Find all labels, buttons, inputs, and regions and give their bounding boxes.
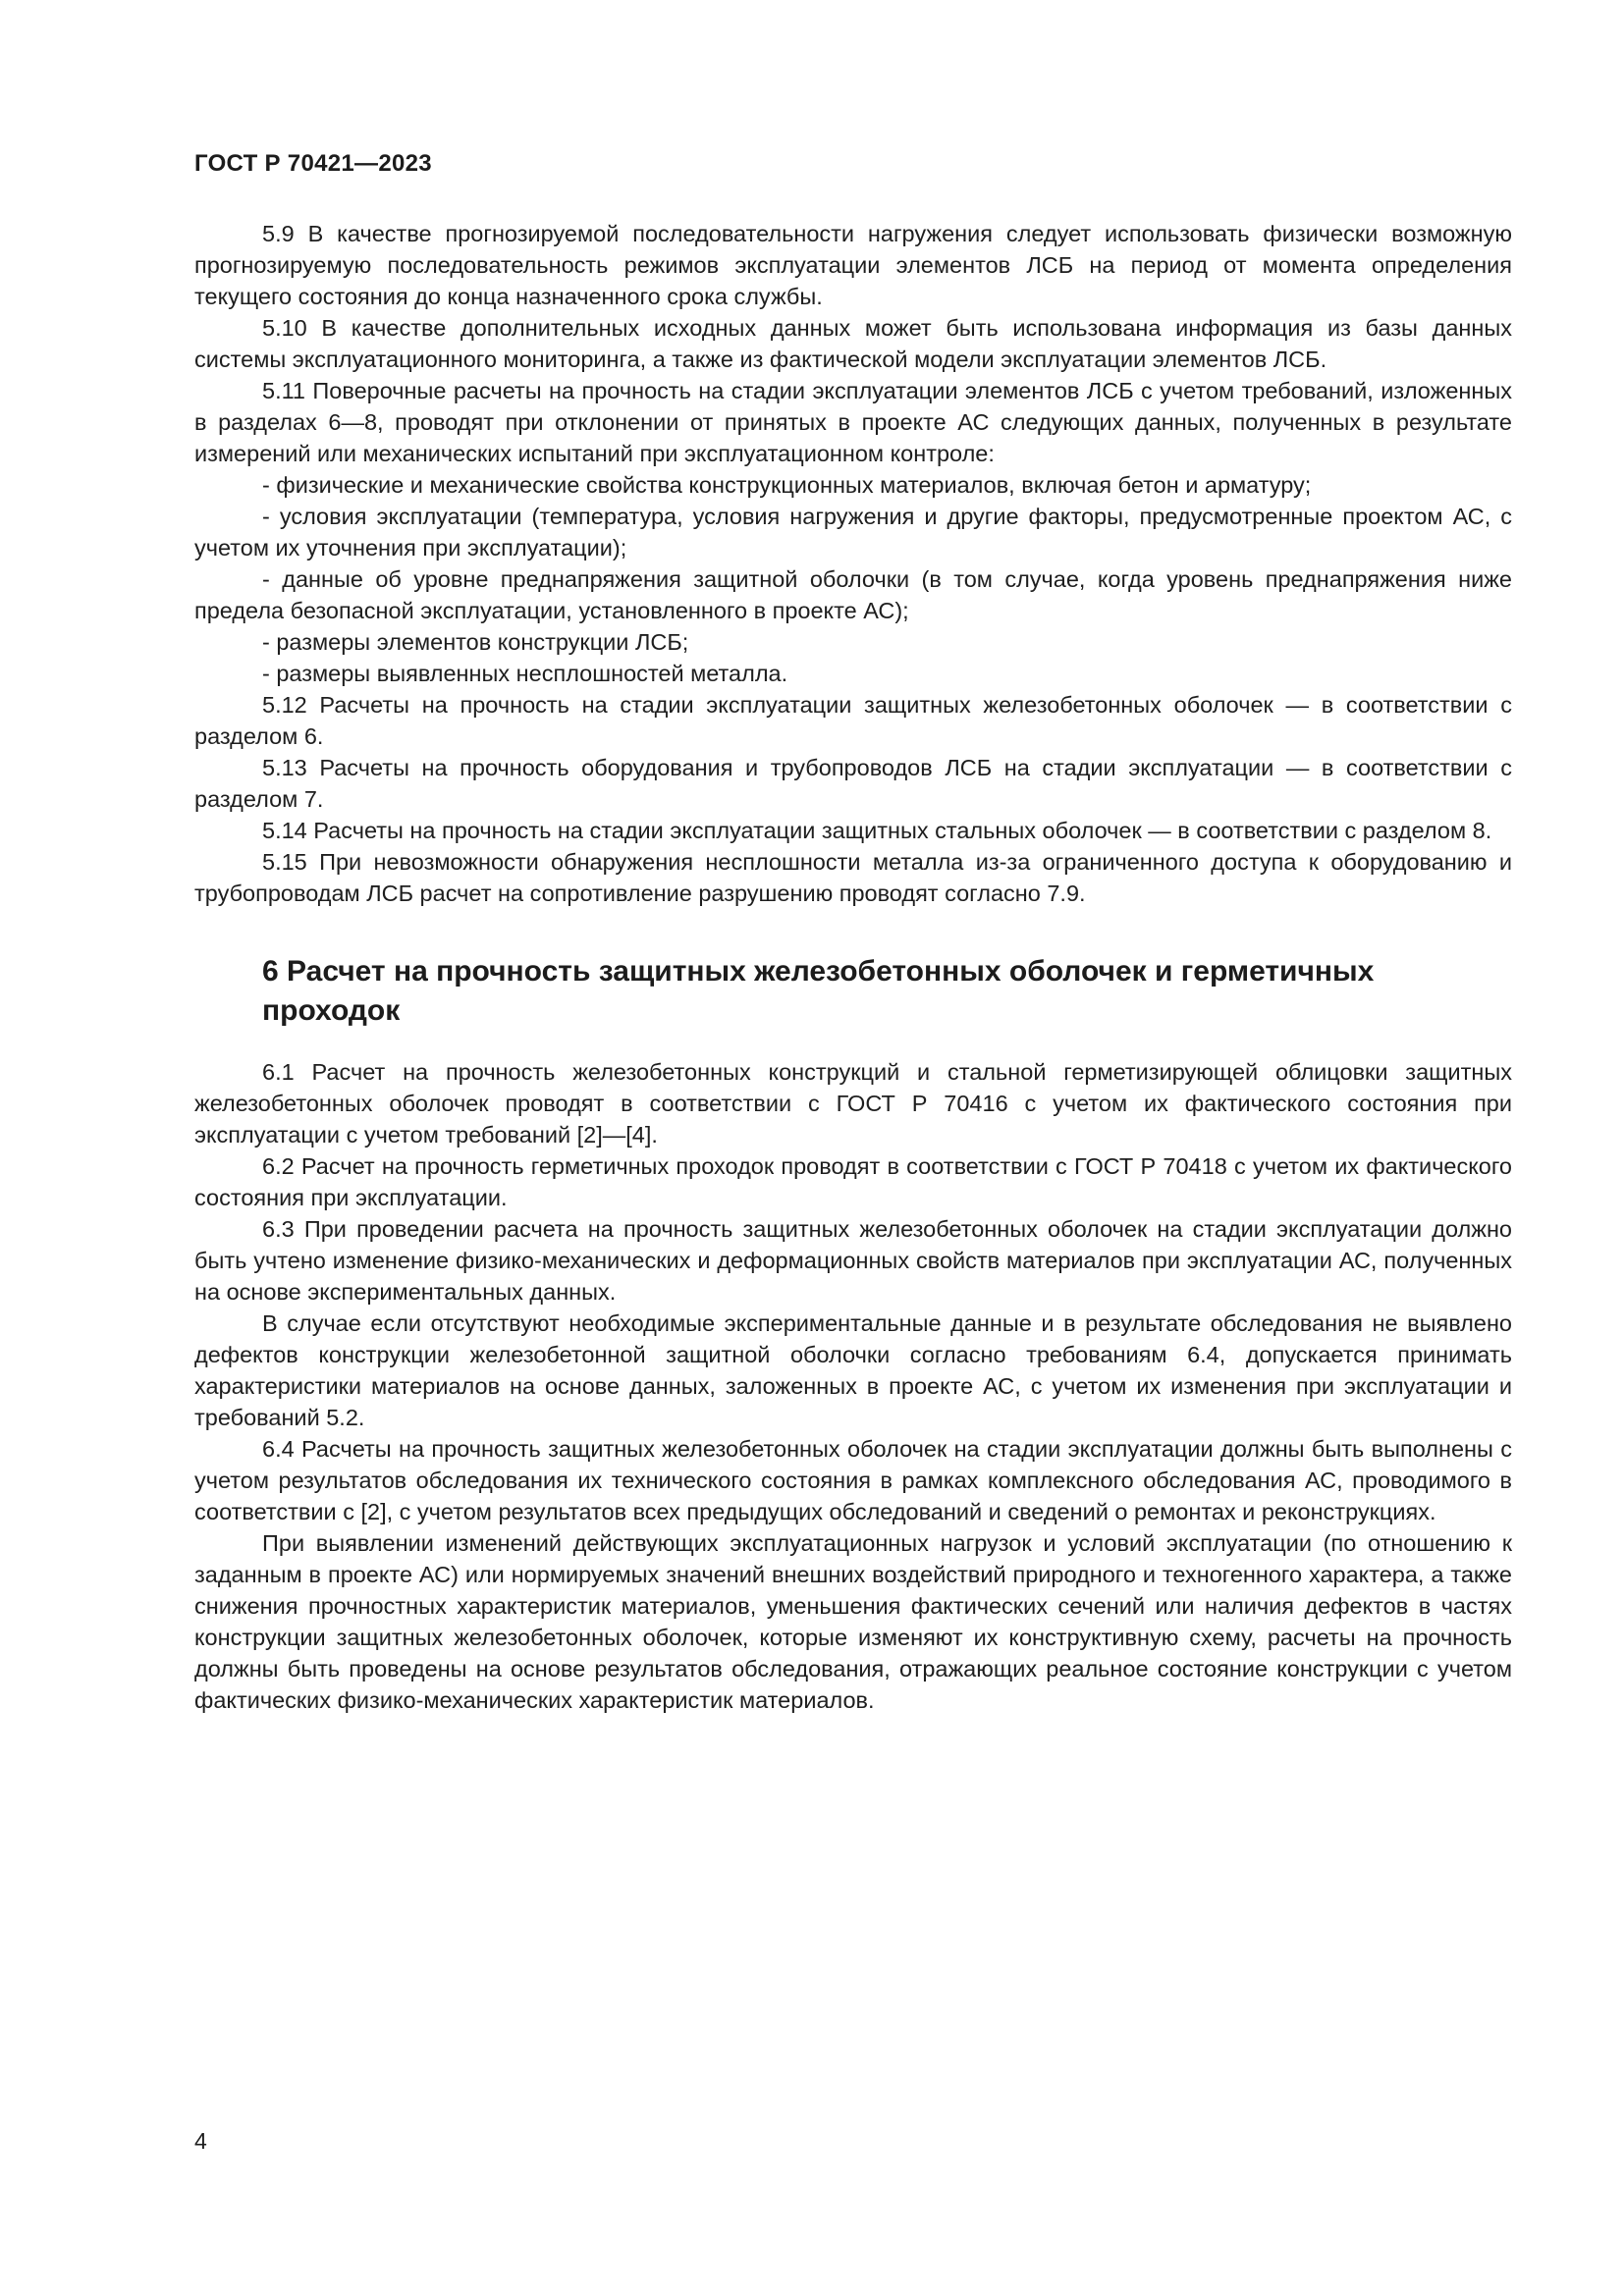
list-item-element-dimensions: - размеры элементов конструкции ЛСБ; [262,629,689,655]
paragraph-5-10: 5.10 В качестве дополнительных исходных данных может быть использована информация из базы данных системы эксплуатационного мониторинга, а также из фактической модели эксплуатации элементов ЛСБ. [194,315,1512,372]
paragraph-6-1: 6.1 Расчет на прочность железобетонных конструкций и стальной герметизирующей облицовки защитных железобетонных оболочек проводят в соответствии с ГОСТ Р 70416 с учетом их фактического состояния при эксплуатации с учетом требований [2]—[4]. [194,1059,1512,1148]
list-item-prestress-level: - данные об уровне преднапряжения защитной оболочки (в том случае, когда уровень преднапряжения ниже предела безопасной эксплуатации, установленного в проекте АС); [194,566,1512,623]
list-item-operating-conditions: - условия эксплуатации (температура, условия нагружения и другие факторы, предусмотренные проектом АС, с учетом их уточнения при эксплуатации); [194,504,1512,561]
paragraph-6-2: 6.2 Расчет на прочность герметичных проходок проводят в соответствии с ГОСТ Р 70418 с учетом их фактического состояния при эксплуатации. [194,1153,1512,1210]
paragraph-5-13: 5.13 Расчеты на прочность оборудования и трубопроводов ЛСБ на стадии эксплуатации — в соответствии с разделом 7. [194,755,1512,812]
paragraph-6-3: 6.3 При проведении расчета на прочность защитных железобетонных оболочек на стадии эксплуатации должно быть учтено изменение физико-механических и деформационных свойств материалов при эксплуатации АС, полученных на основе экспериментальных данных. [194,1216,1512,1305]
paragraph-6-3-continued: В случае если отсутствуют необходимые экспериментальные данные и в результате обследования не выявлено дефектов конструкции железобетонной защитной оболочки согласно требованиям 6.4, допускается принимать характеристики материалов на основе данных, заложенных в проекте АС, с учетом их изменения при эксплуатации и требований 5.2. [194,1310,1512,1430]
paragraph-5-14: 5.14 Расчеты на прочность на стадии эксплуатации защитных стальных оболочек — в соответствии с разделом 8. [262,818,1492,843]
paragraph-5-9: 5.9 В качестве прогнозируемой последовательности нагружения следует использовать физически возможную прогнозируемую последовательность режимов эксплуатации элементов ЛСБ на период от момента определения текущего состояния до конца назначенного срока службы. [194,221,1512,309]
document-body [194,218,1512,1716]
list-item-material-properties: - физические и механические свойства конструкционных материалов, включая бетон и арматуру; [262,472,1312,498]
page-number: 4 [194,2128,207,2154]
paragraph-6-4: 6.4 Расчеты на прочность защитных железобетонных оболочек на стадии эксплуатации должны быть выполнены с учетом результатов обследования их технического состояния в рамках комплексного обследования АС, проводимого в соответствии с [2], с учетом результатов всех предыдущих обследований и сведений о ремонтах и реконструкциях. [194,1436,1512,1524]
paragraph-6-4-continued: При выявлении изменений действующих эксплуатационных нагрузок и условий эксплуатации (по отношению к заданным в проекте АС) или нормируемых значений внешних воздействий природного и техногенного характера, а также снижения прочностных характеристик материалов, уменьшения фактических сечений или наличия дефектов в частях конструкции защитных железобетонных оболочек, которые изменяют их конструктивную схему, расчеты на прочность должны быть проведены на основе результатов обследования, отражающих реальное состояние конструкции с учетом фактических физико-механических характеристик материалов. [194,1530,1512,1713]
paragraph-5-11: 5.11 Поверочные расчеты на прочность на стадии эксплуатации элементов ЛСБ с учетом требований, изложенных в разделах 6—8, проводят при отклонении от принятых в проекте АС следующих данных, полученных в результате измерений или механических испытаний при эксплуатационном контроле: [194,378,1512,466]
paragraph-5-15: 5.15 При невозможности обнаружения несплошности металла из-за ограниченного доступа к оборудованию и трубопроводам ЛСБ расчет на сопротивление разрушению проводят согласно 7.9. [194,849,1512,906]
paragraph-5-12: 5.12 Расчеты на прочность на стадии эксплуатации защитных железобетонных оболочек — в соответствии с разделом 6. [194,692,1512,749]
document-code-header: ГОСТ Р 70421—2023 [194,150,432,177]
section-6-heading: 6 Расчет на прочность защитных железобетонных оболочек и герметичных проходок [262,955,1375,1027]
list-item-discontinuity-dimensions: - размеры выявленных несплошностей металла. [262,661,788,686]
